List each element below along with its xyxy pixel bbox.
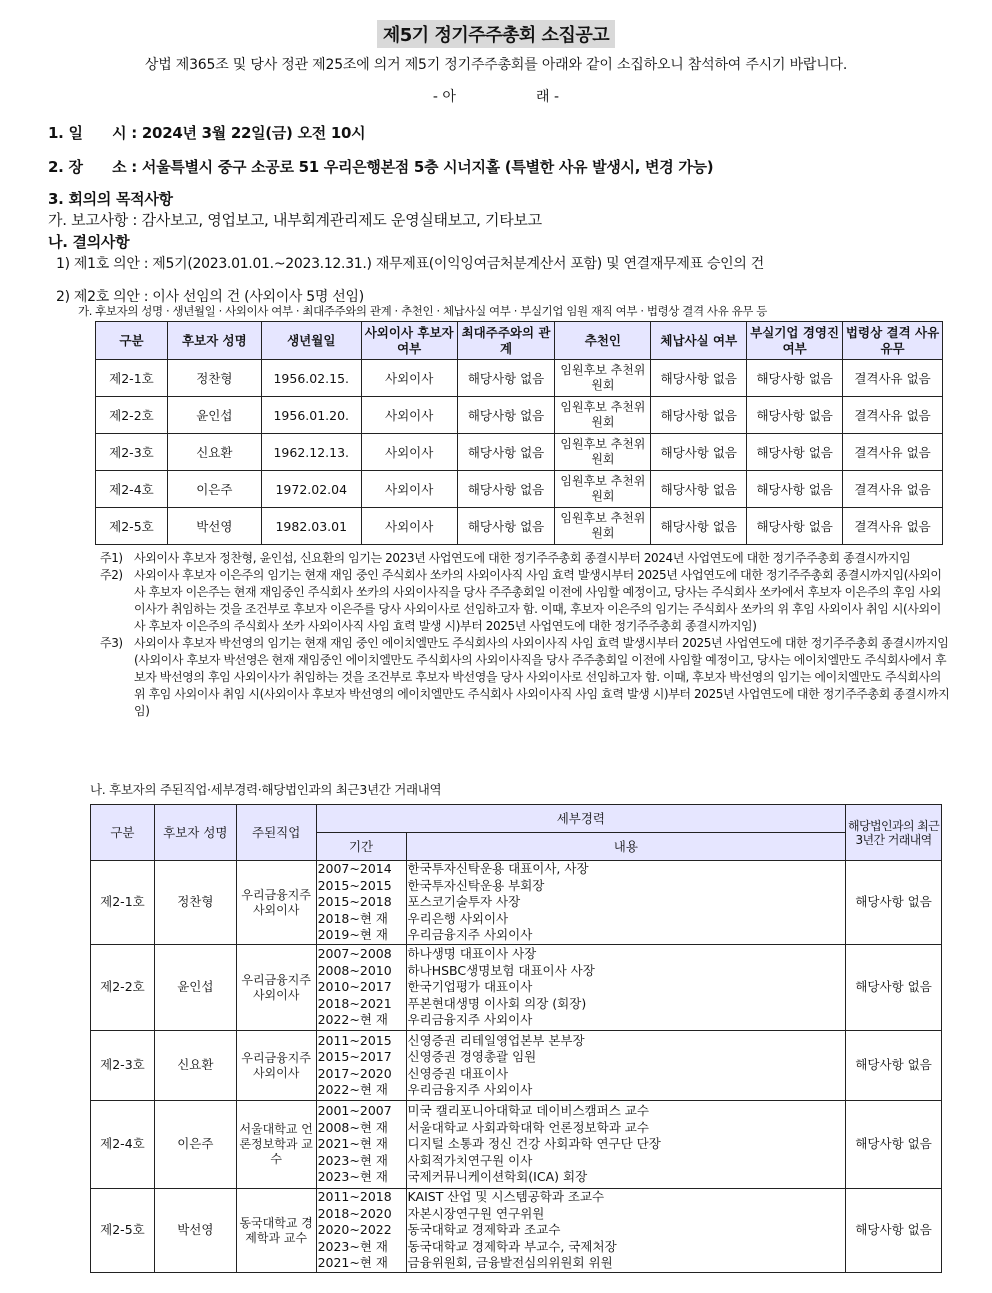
- note-text: 사외이사 후보자 이은주의 임기는 현재 재임 중인 주식회사 쏘카의 사외이사직 사임 효력 발생시부터 2025년 사업연도에 대한 정기주주총회 종결시까지임(사외이사 후보자 이은주는 현재 재임중인 주식회사 쏘카의 사외이사직을 당사 주주총회일 이전에 사임할 예정이고, 당사는 주식회사 쏘카에서 후보자 이은주의 후임 사외이사가 취임하는 것을 조건부로 후보자 이은주를 당사 사외이사로 선임하고자 함. 이때, 후보자 이은주의 임기는 주식회사 쏘카의 위 후임 사외이사 취임 시(사외이사 후보자 이은주의 주식회사 쏘카 사외이사직 사임 효력 발생 시)부터 2025년 사업연도에 대한 정기주주총회 종결시까지임): [134, 568, 942, 633]
- table-row: [96, 360, 943, 397]
- period: 2017~2020: [317, 1065, 392, 1081]
- candidate-name: 이은주: [154, 1101, 236, 1189]
- table-cell: 제2-3호: [96, 434, 168, 471]
- career-item: 하나HSBC생명보험 대표이사 사장: [407, 962, 595, 978]
- period: 2007~2008: [317, 946, 392, 962]
- trade-history: 해당사항 없음: [846, 1101, 942, 1189]
- item-datetime: 1. 일 시 : 2024년 3월 22일(금) 오전 10시: [48, 124, 366, 142]
- table-cell: 1956.01.20.: [261, 397, 361, 434]
- career-item: 서울대학교 사회과학대학 언론정보학과 교수: [407, 1119, 649, 1135]
- table-cell: 제2-4호: [96, 471, 168, 508]
- table-cell: 임원후보 추천위원회: [555, 434, 651, 471]
- header-cell: 주된직업: [236, 805, 316, 861]
- table-row: [96, 508, 943, 545]
- period: 2015~2018: [317, 894, 392, 910]
- header-cell: 후보자 성명: [167, 322, 261, 360]
- period: 2023~현 재: [317, 1152, 388, 1168]
- section-b-heading: 나. 후보자의 주된직업·세부경력·해당법인과의 최근3년간 거래내역: [90, 782, 442, 797]
- period-cell: [316, 1189, 406, 1273]
- career-table-header: [91, 805, 942, 833]
- career-item: 한국기업평가 대표이사: [407, 979, 533, 995]
- table-cell: 결격사유 없음: [843, 397, 943, 434]
- table-cell: 해당사항 없음: [747, 508, 843, 545]
- resolution-heading: 나. 결의사항: [48, 233, 130, 251]
- career-item: 자본시장연구원 연구위원: [407, 1205, 545, 1221]
- content-cell: [406, 1101, 846, 1189]
- note-label: 주3): [100, 636, 123, 650]
- career-item: 우리금융지주 사외이사: [407, 927, 533, 943]
- table-cell: 임원후보 추천위원회: [555, 397, 651, 434]
- table-row: [91, 1189, 942, 1273]
- career-item: 하나생명 대표이사 사장: [407, 946, 537, 962]
- table-cell: 결격사유 없음: [843, 434, 943, 471]
- table-row: [91, 1101, 942, 1189]
- trade-history: 해당사항 없음: [846, 1189, 942, 1273]
- header-cell: 추천인: [555, 322, 651, 360]
- table-cell: 사외이사: [361, 360, 457, 397]
- header-cell: 세부경력: [316, 805, 846, 833]
- table-cell: 해당사항 없음: [457, 397, 555, 434]
- career-item: KAIST 산업 및 시스템공학과 조교수: [407, 1189, 605, 1205]
- period: 2018~2021: [317, 995, 392, 1011]
- table-cell: 해당사항 없음: [747, 397, 843, 434]
- note-label: 주2): [100, 568, 123, 582]
- table-cell: 사외이사: [361, 434, 457, 471]
- career-item: 신영증권 리테일영업본부 본부장: [407, 1032, 585, 1048]
- career-item: 우리금융지주 사외이사: [407, 1082, 533, 1097]
- main-job: 우리금융지주 사외이사: [236, 945, 316, 1031]
- table-cell: 해당사항 없음: [651, 434, 747, 471]
- table-cell: 사외이사: [361, 508, 457, 545]
- table-cell: 해당사항 없음: [457, 360, 555, 397]
- table-cell: 제2-2호: [96, 397, 168, 434]
- header-cell: 구분: [96, 322, 168, 360]
- table-cell: 결격사유 없음: [843, 508, 943, 545]
- career-item: 국제커뮤니케이션학회(ICA) 회장: [407, 1169, 588, 1185]
- table-cell: 해당사항 없음: [747, 471, 843, 508]
- note-2: [100, 567, 950, 635]
- table-cell: 해당사항 없음: [747, 360, 843, 397]
- header-cell: 최대주주와의 관계: [457, 322, 555, 360]
- row-label: 제2-4호: [91, 1101, 155, 1189]
- table-cell: 윤인섭: [167, 397, 261, 434]
- period-cell: [316, 945, 406, 1031]
- content-cell: [406, 945, 846, 1031]
- period: 2021~현 재: [317, 1255, 388, 1271]
- trade-history: 해당사항 없음: [846, 861, 942, 945]
- below-marker: - 아 래 -: [432, 89, 560, 105]
- title-wrap: [0, 20, 992, 48]
- main-job: 우리금융지주 사외이사: [236, 861, 316, 945]
- content-cell: [406, 861, 846, 945]
- main-job: 서울대학교 언론정보학과 교수: [236, 1101, 316, 1189]
- header-cell: 법령상 결격 사유 유무: [843, 322, 943, 360]
- note-3: [100, 635, 950, 720]
- career-item: 동국대학교 경제학과 부교수, 국제처장: [407, 1238, 617, 1254]
- header-cell: 내용: [406, 833, 846, 861]
- career-item: 포스코기술투자 사장: [407, 894, 521, 910]
- agenda-1: 1) 제1호 의안 : 제5기(2023.01.01.~2023.12.31.) 재무제표(이익잉여금처분계산서 포함) 및 연결재무제표 승인의 건: [56, 256, 764, 272]
- period: 2023~현 재: [317, 1169, 388, 1185]
- period: 2011~2015: [317, 1032, 392, 1048]
- table-row: [91, 945, 942, 1031]
- table-cell: 임원후보 추천위원회: [555, 360, 651, 397]
- table-cell: 해당사항 없음: [747, 434, 843, 471]
- header-cell: 구분: [91, 805, 155, 861]
- period: 2023~현 재: [317, 1238, 388, 1254]
- table-cell: 박선영: [167, 508, 261, 545]
- career-item: 사회적가치연구원 이사: [407, 1152, 533, 1168]
- period: 2001~2007: [317, 1103, 392, 1119]
- agenda-2: 2) 제2호 의안 : 이사 선임의 건 (사외이사 5명 선임): [56, 289, 364, 305]
- row-label: 제2-5호: [91, 1189, 155, 1273]
- table-cell: 결격사유 없음: [843, 471, 943, 508]
- table-row: [91, 861, 942, 945]
- table-cell: 1956.02.15.: [261, 360, 361, 397]
- career-item: 미국 캘리포니아대학교 데이비스캠퍼스 교수: [407, 1103, 649, 1119]
- header-cell: 기간: [316, 833, 406, 861]
- period: 2018~2020: [317, 1205, 392, 1221]
- report-items: [48, 209, 542, 230]
- career-item: 신영증권 경영총괄 임원: [407, 1049, 537, 1064]
- row-label: 제2-2호: [91, 945, 155, 1031]
- career-item: 한국투자신탁운용 부회장: [407, 877, 545, 893]
- table-cell: 제2-5호: [96, 508, 168, 545]
- table-cell: 이은주: [167, 471, 261, 508]
- table-cell: 사외이사: [361, 397, 457, 434]
- header-cell: 부실기업 경영진 여부: [747, 322, 843, 360]
- career-item: 디지털 소통과 정신 건강 사회과학 연구단 단장: [407, 1136, 661, 1152]
- career-item: 우리은행 사외이사: [407, 910, 509, 926]
- table-cell: 정찬형: [167, 360, 261, 397]
- table-cell: 해당사항 없음: [651, 508, 747, 545]
- period: 2007~2014: [317, 861, 392, 877]
- note-1: [100, 550, 950, 567]
- intro-text: 상법 제365조 및 당사 정관 제25조에 의거 제5기 정기주주총회를 아래와 같이 소집하오니 참석하여 주시기 바랍니다.: [144, 57, 848, 73]
- table-cell: 해당사항 없음: [457, 434, 555, 471]
- period: 2011~2018: [317, 1189, 392, 1205]
- candidate-name: 윤인섭: [154, 945, 236, 1031]
- header-cell: 생년월일: [261, 322, 361, 360]
- note-text: 사외이사 후보자 정찬형, 윤인섭, 신요환의 임기는 2023년 사업연도에 대한 정기주주총회 종결시부터 2024년 사업연도에 대한 정기주주총회 종결시까지임: [134, 551, 911, 565]
- notice-title: 제5기 정기주주총회 소집공고: [377, 20, 615, 48]
- period: 2008~현 재: [317, 1119, 388, 1135]
- report-text: 가. 보고사항 : 감사보고, 영업보고, 내부회계관리제도 운영실태보고, 기타보고: [48, 211, 542, 229]
- notes: [100, 550, 950, 720]
- period: 2010~2017: [317, 979, 392, 995]
- header-cell: 후보자 성명: [154, 805, 236, 861]
- period: 2020~2022: [317, 1222, 392, 1238]
- trade-history: 해당사항 없음: [846, 945, 942, 1031]
- career-item: 금융위원회, 금융발전심의위원회 위원: [407, 1255, 613, 1271]
- table-row: [91, 1031, 942, 1101]
- table-cell: 해당사항 없음: [651, 471, 747, 508]
- table-cell: 해당사항 없음: [457, 508, 555, 545]
- period: 2022~현 재: [317, 1012, 388, 1028]
- table-cell: 사외이사: [361, 471, 457, 508]
- career-item: 한국투자신탁운용 대표이사, 사장: [407, 861, 589, 877]
- table-cell: 임원후보 추천위원회: [555, 471, 651, 508]
- table-row: [96, 434, 943, 471]
- note-text: 사외이사 후보자 박선영의 임기는 현재 재임 중인 에이치엘만도 주식회사의 사외이사직 사임 효력 발생시부터 2025년 사업연도에 대한 정기주주총회 종결시까지임(사외이사 후보자 박선영은 현재 재임중인 에이치엘만도 주식회사의 사외이사직을 당사 주주총회일 이전에 사임할 예정이고, 당사는 에이치엘만도 주식회사에서 후보자 박선영의 후임 사외이사가 취임하는 것을 조건부로 후보자 박선영을 당사 사외이사로 선임하고자 함. 이때, 후보자 박선영의 임기는 에이치엘만도 주식회사의 위 후임 사외이사 취임 시(사외이사 후보자 박선영의 에이치엘만도 주식회사 사외이사직 사임 효력 발생 시)부터 2025년 사업연도에 대한 정기주주총회 종결시까지임): [134, 636, 950, 718]
- header-cell: 사외이사 후보자여부: [361, 322, 457, 360]
- candidate-table-header: [96, 322, 943, 360]
- period: 2015~2015: [317, 877, 392, 893]
- period: 2008~2010: [317, 962, 392, 978]
- content-cell: [406, 1031, 846, 1101]
- career-table: [90, 804, 942, 1273]
- item-place: 2. 장 소 : 서울특별시 중구 소공로 51 우리은행본점 5층 시너지홀 (특별한 사유 발생시, 변경 가능): [48, 158, 714, 176]
- period: 2015~2017: [317, 1049, 392, 1064]
- item-purpose: 3. 회의의 목적사항: [48, 190, 173, 208]
- table-cell: 해당사항 없음: [651, 397, 747, 434]
- period-cell: [316, 861, 406, 945]
- period-cell: [316, 1031, 406, 1101]
- period-cell: [316, 1101, 406, 1189]
- section-a-heading: 가. 후보자의 성명 · 생년월일 · 사외이사 여부 · 최대주주와의 관계 · 추천인 · 체납사실 여부 · 부실기업 임원 재직 여부 · 법령상 결격 사유 유무 등: [78, 304, 767, 318]
- career-item: 동국대학교 경제학과 조교수: [407, 1222, 561, 1238]
- period: 2021~현 재: [317, 1136, 388, 1152]
- career-item: 신영증권 대표이사: [407, 1065, 509, 1081]
- table-cell: 1972.02.04: [261, 471, 361, 508]
- main-job: 동국대학교 경제학과 교수: [236, 1189, 316, 1273]
- table-cell: 신요환: [167, 434, 261, 471]
- row-label: 제2-3호: [91, 1031, 155, 1101]
- table-cell: 1962.12.13.: [261, 434, 361, 471]
- table-cell: 제2-1호: [96, 360, 168, 397]
- table-row: [96, 397, 943, 434]
- header-cell: 체납사실 여부: [651, 322, 747, 360]
- header-cell: 해당법인과의 최근3년간 거래내역: [846, 805, 942, 861]
- candidate-name: 박선영: [154, 1189, 236, 1273]
- content-cell: [406, 1189, 846, 1273]
- main-job: 우리금융지주 사외이사: [236, 1031, 316, 1101]
- table-row: [96, 471, 943, 508]
- row-label: 제2-1호: [91, 861, 155, 945]
- table-cell: 임원후보 추천위원회: [555, 508, 651, 545]
- period: 2022~현 재: [317, 1082, 388, 1097]
- table-cell: 1982.03.01: [261, 508, 361, 545]
- table-cell: 해당사항 없음: [651, 360, 747, 397]
- career-item: 우리금융지주 사외이사: [407, 1012, 533, 1028]
- note-label: 주1): [100, 551, 123, 565]
- candidate-table: [95, 321, 943, 545]
- candidate-name: 정찬형: [154, 861, 236, 945]
- period: 2018~현 재: [317, 910, 388, 926]
- candidate-name: 신요환: [154, 1031, 236, 1101]
- career-item: 푸본현대생명 이사회 의장 (회장): [407, 995, 587, 1011]
- period: 2019~현 재: [317, 927, 388, 943]
- table-cell: 결격사유 없음: [843, 360, 943, 397]
- trade-history: 해당사항 없음: [846, 1031, 942, 1101]
- table-cell: 해당사항 없음: [457, 471, 555, 508]
